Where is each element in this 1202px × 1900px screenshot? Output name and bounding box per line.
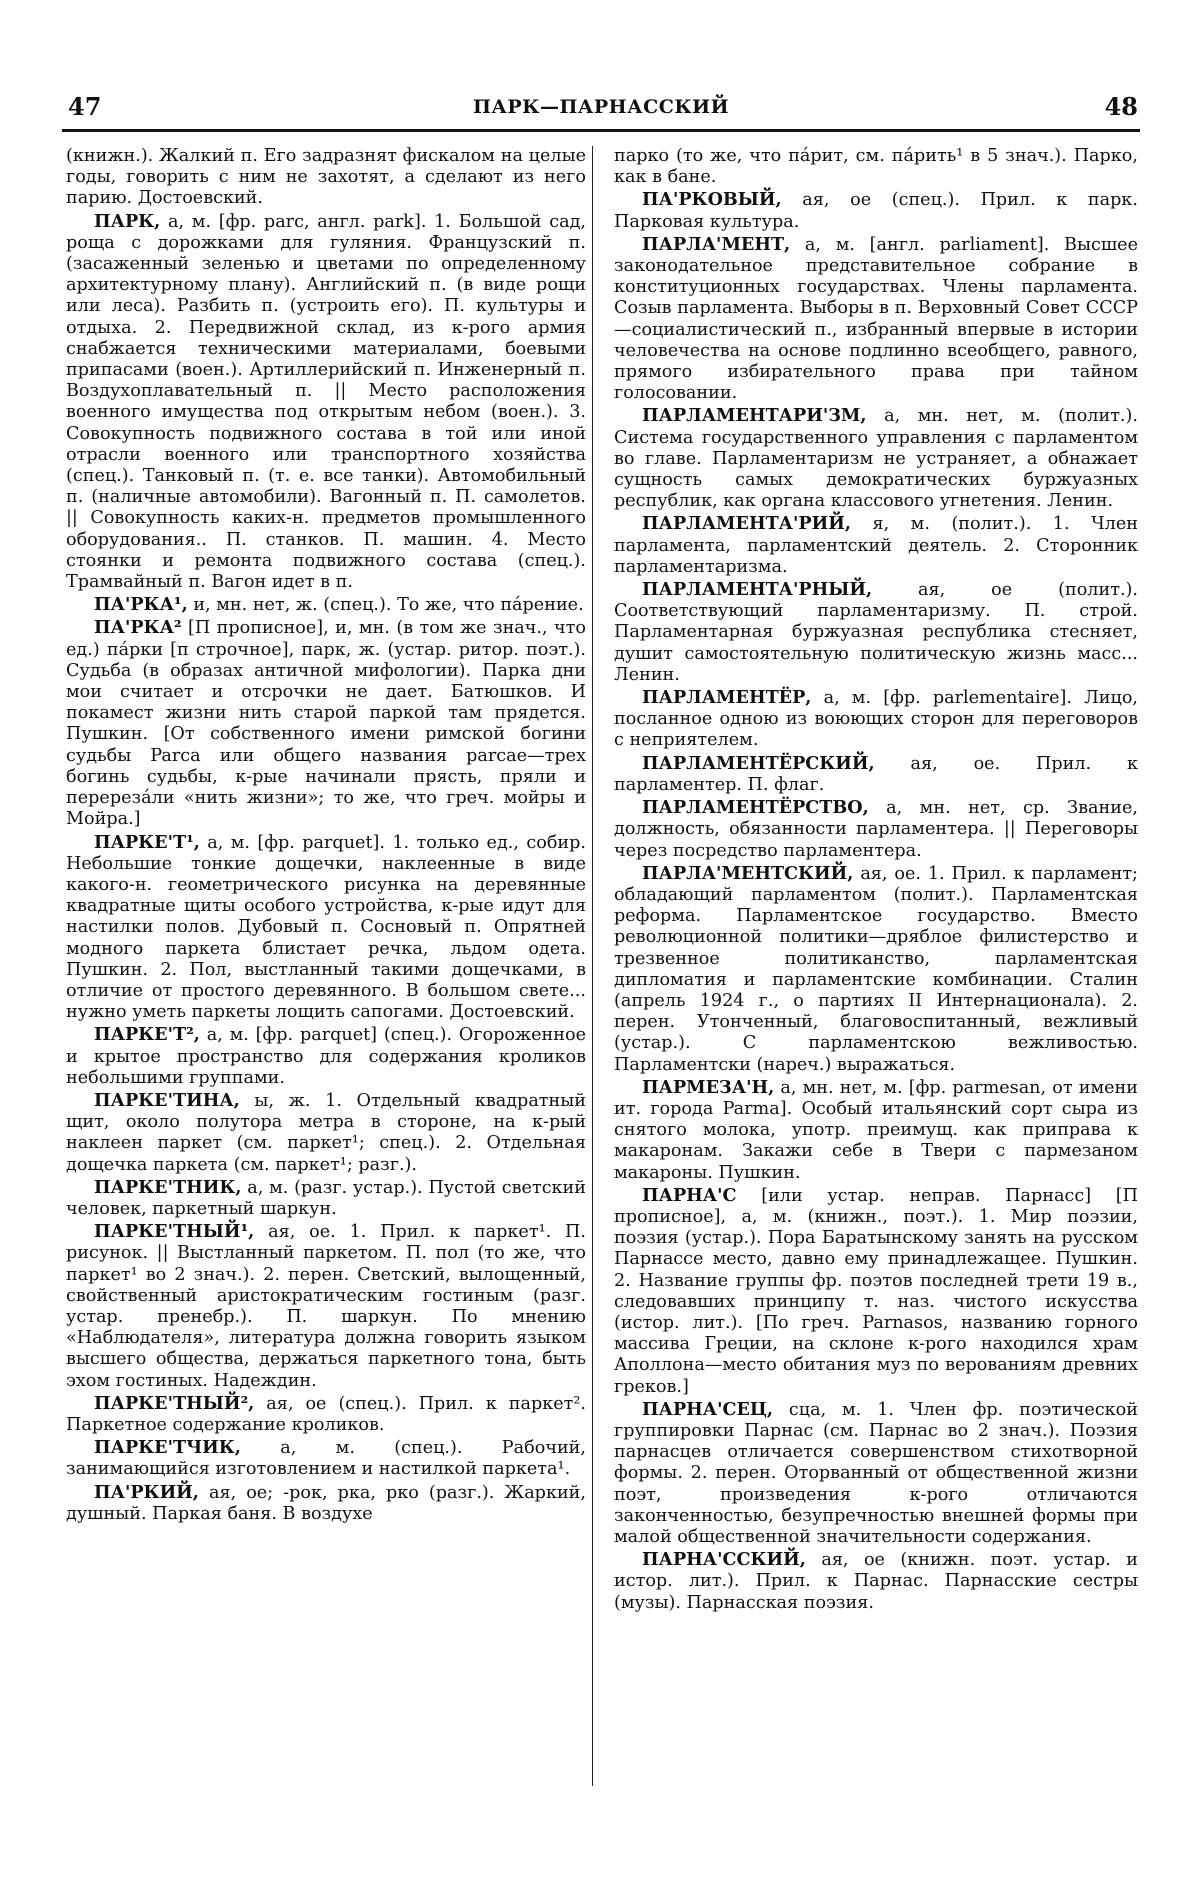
entry-text: а, мн. нет, ср. Звание, должность, обязанности парламентера. || Переговоры через посредство парламентера. — [614, 798, 1138, 861]
dictionary-entry — [614, 405, 1138, 512]
entry-text: а, м. (спец.). Рабочий, занимающийся изготовлением и настилкой паркета¹. — [66, 1438, 586, 1480]
entry-text: а, мн. нет, м. [фр. parmesan, от имени ит. города Parma]. Особый итальянский сорт сыра из снятого молока, употр. преимущ. как приправа к макаронам. Закажи себе в Твери с пармезаном макароны. Пушкин. — [614, 1077, 1138, 1183]
page-number-right: 48 — [1104, 92, 1138, 121]
right-column — [614, 146, 1138, 1615]
entry-text: а, м. [англ. parliament]. Высшее законодательное представительное собрание в конституционных государствах. Члены парламента. Созыв парламента. Выборы в п. Верховный Совет СССР—социалистический п., избранный впервые в истории человечества на основе подлинно всеобщего, равного, прямого избирательного права при тайном голосовании. — [614, 234, 1138, 404]
entry-text: а, мн. нет, м. (полит.). Система государственного управления с парламентом во главе. Парламентаризм не устраняет, а обнажает сущность самых демократических буржуазных республик, как органа классового угнетения. Ленин. — [614, 406, 1138, 512]
entry-text: ая, ое. 1. Прил. к парламент; обладающий парламентом (полит.). Парламентская реформа. Парламентское государство. Вместо революционной политики—дряблое филистерство и трезвенное политиканство, парламентская дипломатия и парламентские комбинации. Сталин (апрель 1924 г., о партиях II Интернационала). 2. перен. Утонченный, благовоспитанный, вежливый (устар.). С парламентскою вежливостью. Парламентски (нареч.) выражаться. — [614, 863, 1138, 1075]
dictionary-entry — [614, 687, 1138, 752]
dictionary-entry — [614, 1185, 1138, 1398]
dictionary-entry — [66, 146, 586, 210]
entry-headword: ПАРЛАМЕНТЁР, — [642, 687, 812, 709]
dictionary-entry — [66, 1221, 586, 1392]
dictionary-entry — [66, 211, 586, 594]
entry-text: ая, ое (полит.). Соответствующий парламентаризму. П. строй. Парламентарная буржуазная республика стесняет, душит самостоятельную политическую жизнь масс... Ленин. — [614, 580, 1138, 685]
dictionary-entry — [66, 594, 586, 616]
dictionary-entry — [66, 617, 586, 830]
entry-headword: ПА'РКА² — [94, 617, 182, 639]
dictionary-entry — [614, 797, 1138, 862]
entry-text: я, м. (полит.). 1. Член парламента, парламентский деятель. 2. Сторонник парламентаризма. — [614, 514, 1138, 577]
entry-headword: ПАРНА'ССКИЙ, — [642, 1549, 806, 1571]
entry-headword: ПАРКЕ'Т¹, — [94, 831, 200, 853]
entry-headword: ПАРКЕ'ТНЫЙ², — [94, 1392, 255, 1414]
dictionary-entry — [66, 1437, 586, 1480]
entry-headword: ПАРЛАМЕНТА'РНЫЙ, — [642, 579, 873, 601]
entry-text: ая, ое (спец.). Прил. к паркет². Паркетное содержание кроликов. — [66, 1393, 586, 1435]
entry-text: [или устар. неправ. Парнасс] [П прописное], а, м. (книжн., поэт.). 1. Мир поэзии, поэзия (устар.). Пора Баратынскому занять на русском Парнассе место, давно ему принадлежащее. Пушкин. 2. Название группы фр. поэтов последней трети 19 в., следовавших принципу т. наз. чистого искусства (истор. лит.). [По греч. Parnasos, названию горного массива Греции, на склоне к-рого находился храм Аполлона—место обитания муз по верованиям древних греков.] — [614, 1185, 1138, 1397]
dictionary-entry — [66, 832, 586, 1024]
page-number-left: 47 — [68, 92, 102, 121]
dictionary-entry — [614, 1549, 1138, 1614]
entry-text: сца, м. 1. Член фр. поэтической группировки Парнас (см. Парнас во 2 знач.). Поэзия парнасцев отличается совершенством стихотворной формы. 2. перен. Оторванный от общественной жизни поэт, произведения к-рого отличаются законченностью, безупречностью внешней формы при малой общественной значительности содержания. — [614, 1399, 1138, 1547]
entry-text: ая, ое (книжн. поэт. устар. и истор. лит.). Прил. к Парнас. Парнасские сестры (музы). Парнасская поэзия. — [614, 1550, 1138, 1613]
entry-text: а, м. (разг. устар.). Пустой светский человек, паркетный шаркун. — [66, 1177, 586, 1219]
entry-headword: ПА'РКИЙ, — [94, 1481, 199, 1503]
entry-headword: ПАРЛАМЕНТА'РИЙ, — [642, 513, 851, 535]
entry-headword: ПАРЛАМЕНТАРИ'ЗМ, — [642, 405, 867, 427]
dictionary-entry — [66, 1393, 586, 1436]
entry-text: (книжн.). Жалкий п. Его задразнят фискалом на целые годы, говорить с ним не захотят, а сделают из него парию. Достоевский. — [66, 146, 586, 209]
entry-headword: ПАРЛА'МЕНТ, — [642, 233, 791, 255]
entry-headword: ПАРКЕ'Т², — [94, 1024, 200, 1046]
entry-headword: ПАРЛАМЕНТЁРСТВО, — [642, 797, 869, 819]
header-rule — [62, 129, 1140, 132]
dictionary-entry — [66, 1090, 586, 1176]
dictionary-entry — [66, 1482, 586, 1525]
entry-text: ая, ое; -рок, рка, рко (разг.). Жаркий, душный. Паркая баня. В воздухе — [66, 1482, 586, 1524]
entry-headword: ПАРКЕ'ТИНА, — [94, 1089, 240, 1111]
dictionary-entry — [614, 579, 1138, 686]
entry-headword: ПАРЛАМЕНТЁРСКИЙ, — [642, 752, 875, 774]
running-head: ПАРК—ПАРНАССКИЙ — [472, 96, 730, 118]
entry-text: ы, ж. 1. Отдельный квадратный щит, около полутора метра в стороне, на к-рый наклеен паркет (см. паркет¹; спец.). 2. Отдельная дощечка паркета (см. паркет¹; разг.). — [66, 1090, 586, 1175]
dictionary-entry — [614, 234, 1138, 405]
entry-text: ая, ое. 1. Прил. к паркет¹. П. рисунок. || Выстланный паркетом. П. пол (то же, что паркет¹ во 2 знач.). 2. перен. Светский, вылощенный, свойственный аристократическим гостиным (разг. устар. пренебр.). П. шаркун. По мнению «Наблюдателя», литература должна говорить языком высшего общества, держаться паркетного тона, быть эхом гостиных. Надеждин. — [66, 1222, 586, 1391]
entry-text: ая, ое. Прил. к парламентер. П. флаг. — [614, 753, 1138, 795]
entry-headword: ПАРЛА'МЕНТСКИЙ, — [642, 862, 854, 884]
entry-text: а, м. [фр. parc, англ. park]. 1. Большой сад, роща с дорожками для гуляния. Французский п. (засаженный зеленью и цветами по определенному архитектурному плану). Английский п. (в виде рощи или леса). Разбить п. (устроить его). П. культуры и отдыха. 2. Передвижной склад, из к-рого армия снабжается техническими материалами, боевыми припасами (воен.). Артиллерийский п. Инженерный п. Воздухоплавательный п. || Место расположения военного имущества под открытым небом (воен.). 3. Совокупность подвижного состава в той или иной отрасли военного или транспортного хозяйства (спец.). Танковый п. (т. е. все танки). Автомобильный п. (наличные автомобили). Вагонный п. П. самолетов. || Совокупность каких-н. предметов промышленного оборудования.. П. станков. П. машин. 4. Место стоянки и ремонта подвижного состава (спец.). Трамвайный п. Вагон идет в п. — [66, 211, 586, 593]
page-header — [62, 92, 1140, 122]
entry-headword: ПА'РКА¹, — [94, 594, 188, 616]
dictionary-entry — [66, 1024, 586, 1089]
dictionary-entry — [614, 1077, 1138, 1184]
entry-headword: ПАРМЕЗА'Н, — [642, 1076, 775, 1098]
dictionary-entry — [614, 189, 1138, 232]
entry-headword: ПА'РКОВЫЙ, — [642, 189, 782, 211]
dictionary-entry — [614, 146, 1138, 188]
entry-headword: ПАРК, — [94, 210, 161, 232]
dictionary-entry — [614, 513, 1138, 578]
entry-text: а, м. [фр. parquet]. 1. только ед., собир. Небольшие тонкие дощечки, наклеенные в виде какого-н. геометрического рисунка на деревянные квадратные щиты особого устройства, к-рые идут для настилки полов. Дубовый п. Сосновый п. Опрятней модного паркета блистает речка, льдом одета. Пушкин. 2. Пол, выстланный такими дощечками, в отличие от простого деревянного. В большом свете... нужно уметь паркеты лощить сапогами. Достоевский. — [66, 832, 586, 1023]
entry-headword: ПАРКЕ'ТНИК, — [94, 1176, 242, 1198]
entry-text: [П прописное], и, мн. (в том же знач., что ед.) пáрки [п строчное], парк, ж. (устар. ритор. поэт.). Судьба (в образах античной мифологии). Парка дни мои считает и отсрочки не дает. Батюшков. И покамест жизни нить старой паркой там прядется. Пушкин. [От собственного имени римской богини судьбы Parca или общего названия parcae—трех богинь судьбы, к-рые начинали прясть, пряли и перерезáли «нить жизни»; то же, что греч. мойры и Мойра.] — [66, 618, 586, 830]
dictionary-entry — [614, 1399, 1138, 1548]
column-divider — [592, 146, 593, 1786]
entry-text: а, м. [фр. parquet] (спец.). Огороженное и крытое пространство для содержания кроликов небольшими группами. — [66, 1025, 586, 1088]
entry-text: а, м. [фр. parlementaire]. Лицо, посланное одною из воюющих сторон для переговоров с неприятелем. — [614, 688, 1138, 751]
left-column — [66, 146, 586, 1526]
entry-headword: ПАРНА'СЕЦ, — [642, 1398, 774, 1420]
entry-headword: ПАРКЕ'ТЧИК, — [94, 1437, 241, 1459]
entry-text: парко (то же, что пáрит, см. пáрить¹ в 5 знач.). Парко, как в бане. — [614, 146, 1138, 188]
entry-text: и, мн. нет, ж. (спец.). То же, что пáрение. — [187, 595, 584, 616]
entry-headword: ПАРНА'С — [642, 1184, 737, 1206]
dictionary-entry — [614, 863, 1138, 1076]
dictionary-entry — [614, 753, 1138, 796]
dictionary-entry — [66, 1177, 586, 1220]
entry-text: ая, ое (спец.). Прил. к парк. Парковая культура. — [614, 190, 1138, 232]
entry-headword: ПАРКЕ'ТНЫЙ¹, — [94, 1221, 255, 1243]
